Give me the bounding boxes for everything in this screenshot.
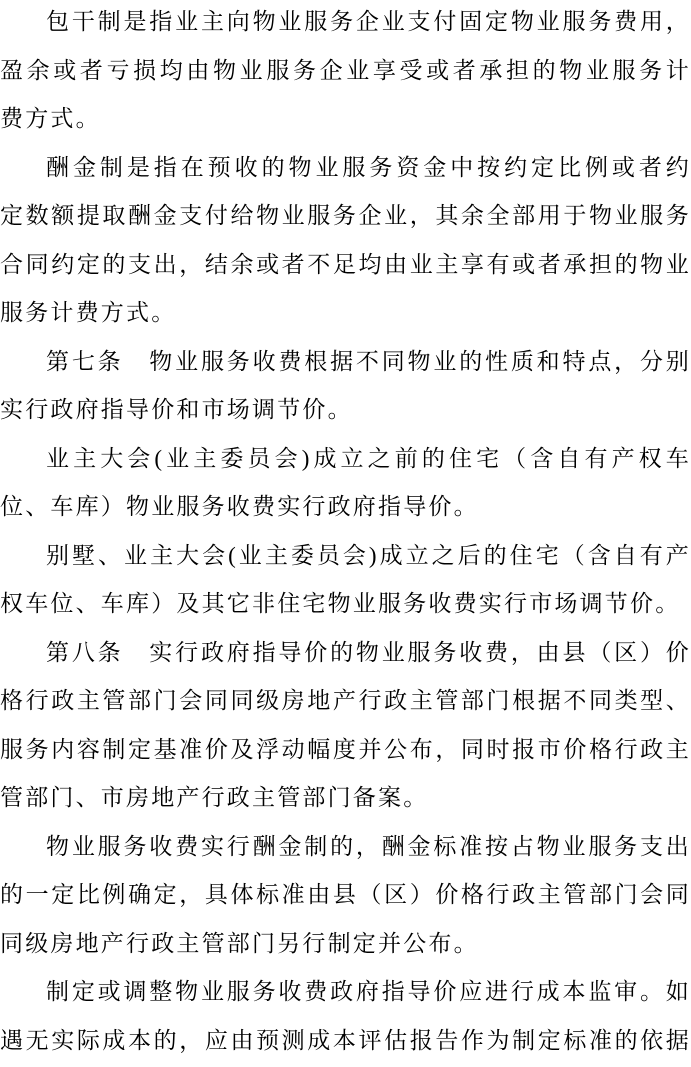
- text-line: 业主大会(业主委员会)成立之前的住宅（含自有产权车: [46, 445, 691, 471]
- text-line: 同级房地产行政主管部门另行制定并公布。: [0, 930, 479, 956]
- paragraph: [0, 0, 691, 144]
- text-line: 管部门、市房地产行政主管部门备案。: [0, 785, 429, 810]
- text-line: 服务计费方式。: [0, 300, 177, 325]
- text-line: 盈余或者亏损均由物业服务企业享受或者承担的物业服务计: [0, 57, 691, 83]
- text-line: 权车位、车库）及其它非住宅物业服务收费实行市场调节价。: [0, 591, 681, 616]
- text-line: 制定或调整物业服务收费政府指导价应进行成本监审。如: [46, 979, 691, 1004]
- text-line: 别墅、业主大会(业主委员会)成立之后的住宅（含自有产: [46, 542, 691, 568]
- text-line: 格行政主管部门会同同级房地产行政主管部门根据不同类型、: [0, 688, 691, 713]
- text-line: 服务内容制定基准价及浮动幅度并公布，同时报市价格行政主: [0, 736, 691, 762]
- paragraph: [0, 435, 691, 532]
- text-line: 实行政府指导价和市场调节价。: [0, 397, 353, 422]
- paragraph: [0, 968, 691, 1065]
- text-line: 遇无实际成本的，应由预测成本评估报告作为制定标准的依据: [0, 1027, 691, 1053]
- text-line: 物业服务收费实行酬金制的，酬金标准按占物业服务支出: [46, 833, 691, 859]
- text-line: 费方式。: [0, 106, 101, 131]
- paragraph-article-8: [0, 629, 691, 823]
- text-line: 包干制是指业主向物业服务企业支付固定物业服务费用，: [46, 9, 691, 34]
- text-line: 第八条 实行政府指导价的物业服务收费，由县（区）价: [46, 639, 691, 665]
- paragraph: [0, 144, 691, 338]
- text-line: 合同约定的支出，结余或者不足均由业主享有或者承担的物业: [0, 251, 691, 277]
- paragraph: [0, 532, 691, 629]
- paragraph-article-7: [0, 338, 691, 435]
- text-line: 位、车库）物业服务收费实行政府指导价。: [0, 494, 479, 519]
- text-line: 第七条 物业服务收费根据不同物业的性质和特点，分别: [46, 348, 691, 374]
- paragraph: [0, 823, 691, 969]
- text-line: 的一定比例确定，具体标准由县（区）价格行政主管部门会同: [0, 882, 691, 907]
- text-line: 定数额提取酬金支付给物业服务企业，其余全部用于物业服务: [0, 203, 691, 228]
- text-line: 酬金制是指在预收的物业服务资金中按约定比例或者约: [46, 154, 691, 180]
